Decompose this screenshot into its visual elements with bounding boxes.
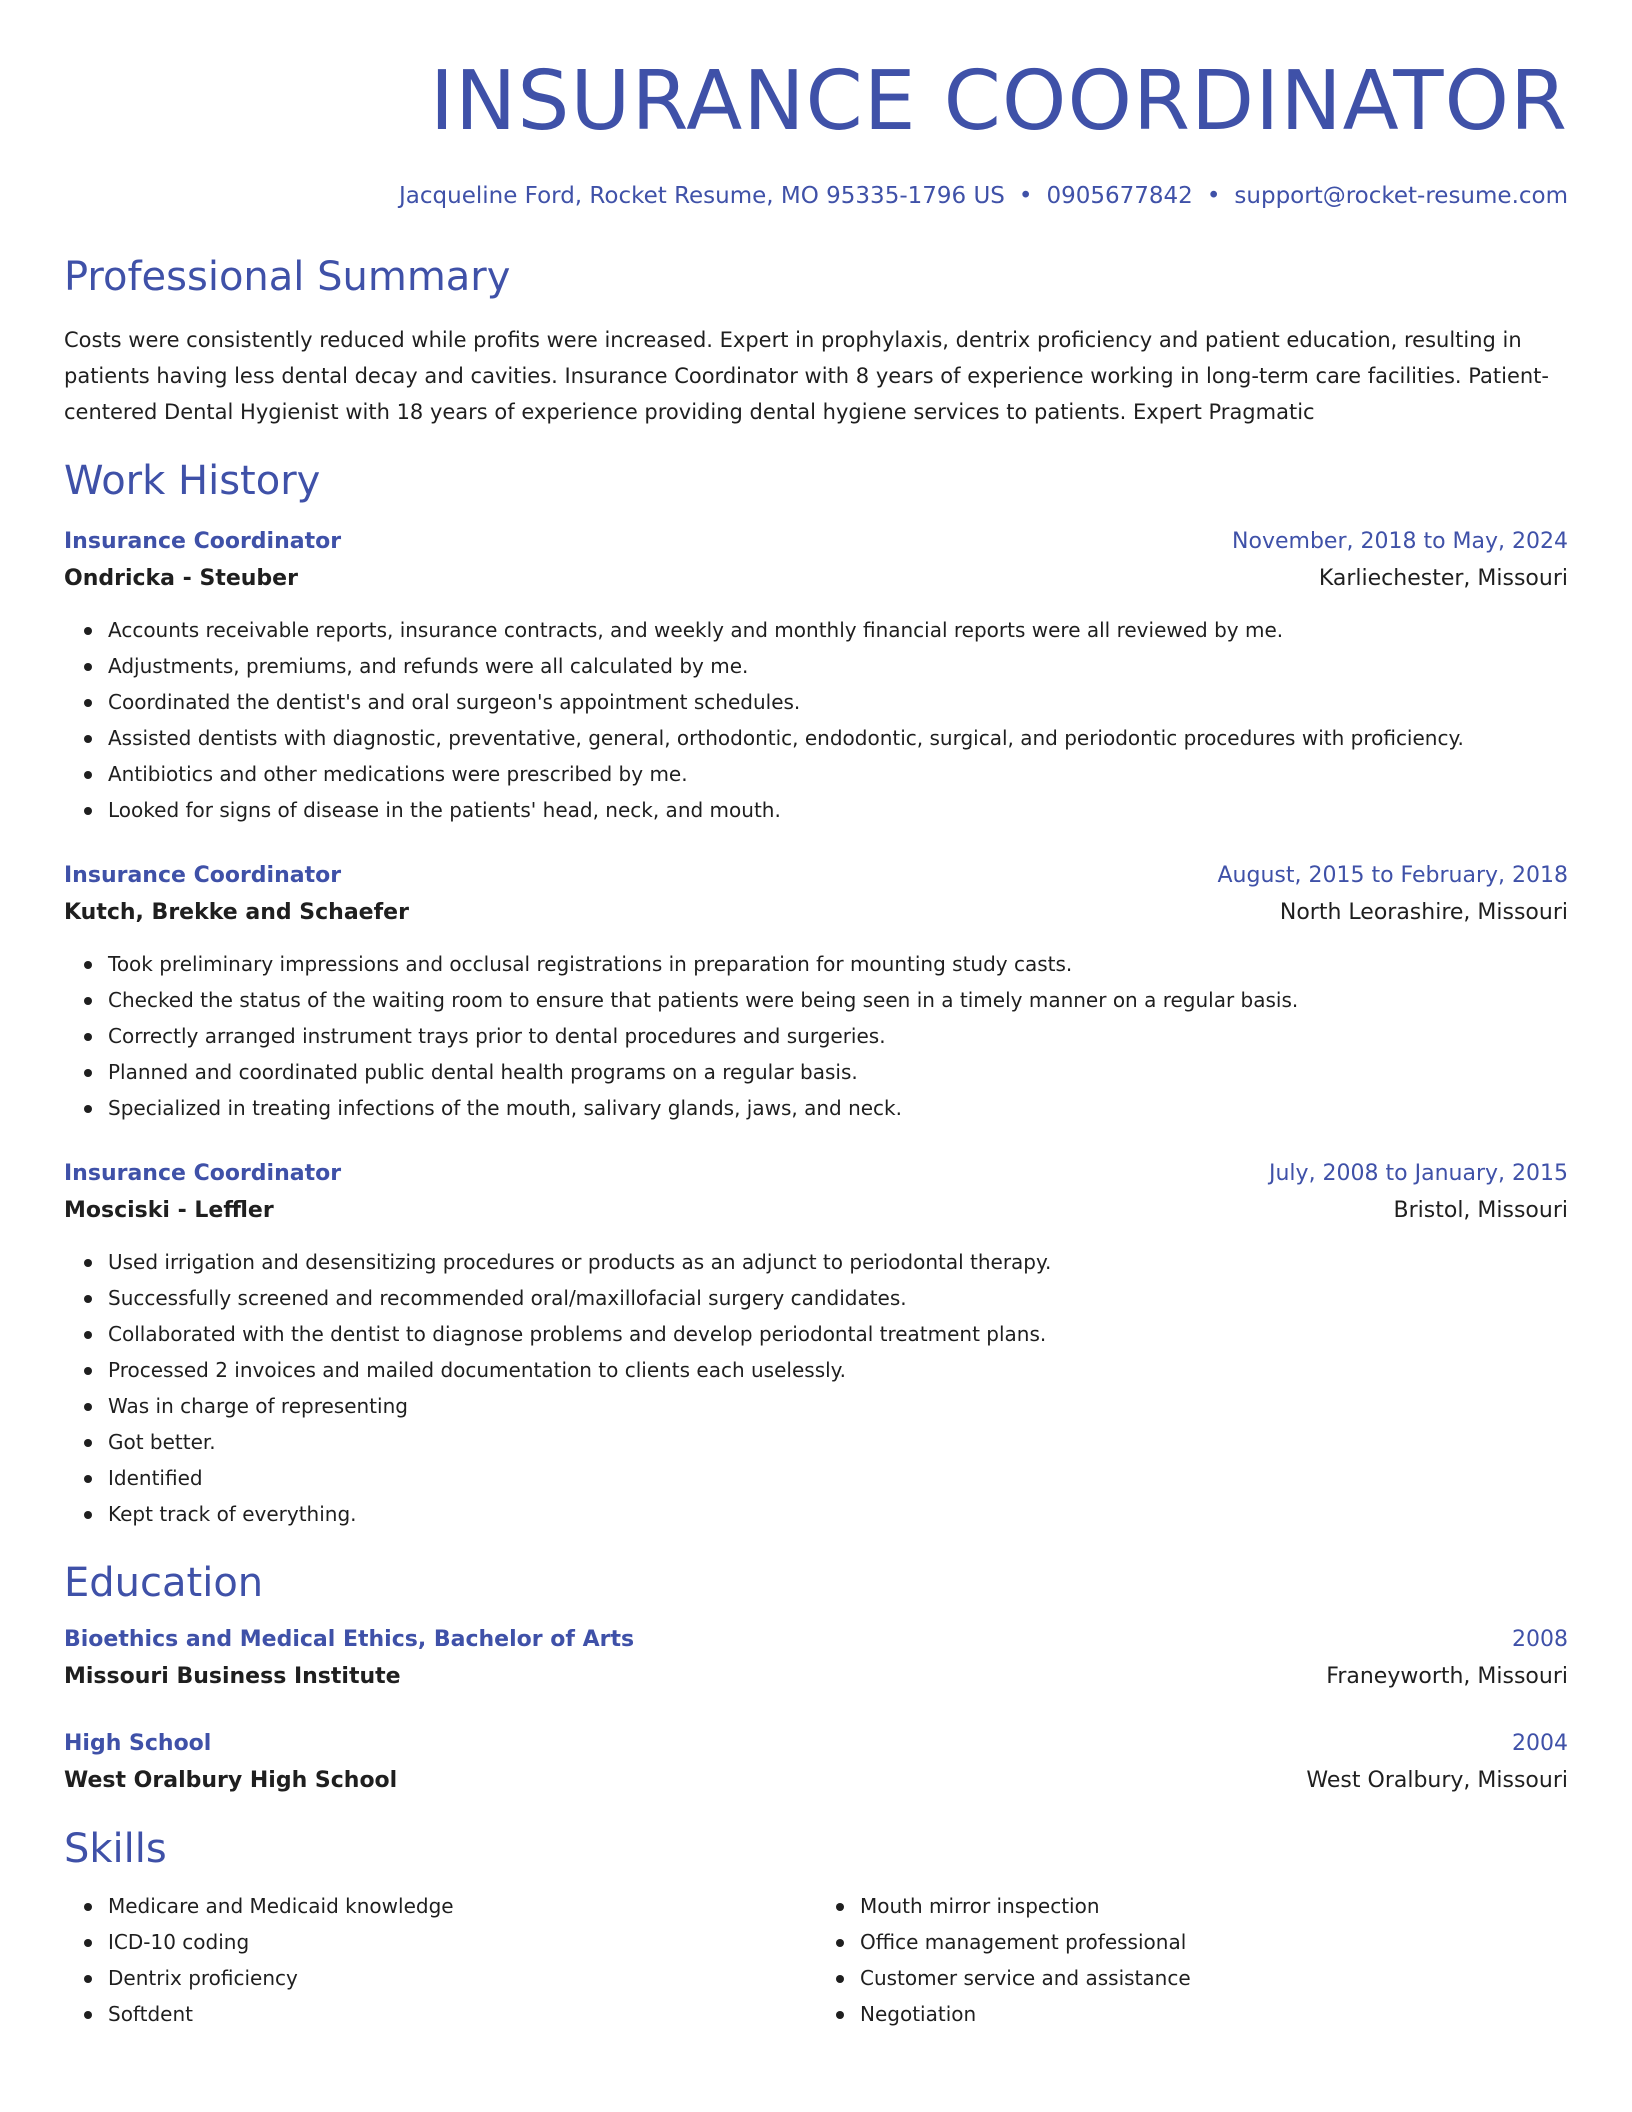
job-location: North Leorashire, Missouri — [1279, 900, 1568, 925]
list-item: Checked the status of the waiting room to ensure that patients were being seen in a timely manner on a regular basis. — [108, 982, 1568, 1018]
summary-text: Costs were consistently reduced while profits were increased. Expert in prophylaxis, dentrix proficiency and patient education, resulting in patients having less dental decay and cavities. Insurance Coordinator with 8 years of experience working in long-term care facilities. Patient-centered Dental Hygienist with 18 years of experience providing dental hygiene services to patients. Expert Pragmatic — [64, 328, 1549, 424]
job-dates: July, 2008 to January, 2015 — [1269, 1161, 1568, 1186]
list-item: Coordinated the dentist's and oral surgeon's appointment schedules. — [108, 684, 1568, 720]
education-school: Missouri Business Institute — [64, 1664, 401, 1689]
job-location: Bristol, Missouri — [1393, 1198, 1568, 1223]
education-entry — [64, 1726, 1568, 1800]
job-role: Insurance Coordinator — [64, 529, 342, 554]
resume-title: INSURANCE COORDINATOR — [429, 54, 1568, 149]
education-degree: Bioethics and Medical Ethics, Bachelor of Arts — [64, 1627, 635, 1652]
skills-grid — [64, 1882, 1568, 2032]
education-location: Franeyworth, Missouri — [1326, 1664, 1568, 1689]
job-company: Mosciski - Leffler — [64, 1198, 274, 1223]
job-entry — [64, 858, 1568, 1126]
list-item: Assisted dentists with diagnostic, preventative, general, orthodontic, endodontic, surgical, and periodontic procedures with proficiency. — [108, 720, 1568, 756]
list-item: Took preliminary impressions and occlusal registrations in preparation for mounting study casts. — [108, 946, 1568, 982]
skill-item: Mouth mirror inspection — [860, 1888, 1568, 1924]
skill-item: Customer service and assistance — [860, 1960, 1568, 1996]
list-item: Correctly arranged instrument trays prior to dental procedures and surgeries. — [108, 1018, 1568, 1054]
list-item: Used irrigation and desensitizing procedures or products as an adjunct to periodontal therapy. — [108, 1244, 1568, 1280]
list-item: Identified — [108, 1460, 1568, 1496]
education-heading: Education — [64, 1560, 264, 1606]
education-entry — [64, 1622, 1568, 1696]
education-year: 2004 — [1512, 1731, 1568, 1756]
list-item: Specialized in treating infections of the mouth, salivary glands, jaws, and neck. — [108, 1090, 1568, 1126]
job-entry — [64, 524, 1568, 828]
contact-phone: 0905677842 — [1046, 183, 1193, 209]
skill-item: ICD-10 coding — [108, 1924, 816, 1960]
list-item: Processed 2 invoices and mailed documentation to clients each uselessly. — [108, 1352, 1568, 1388]
list-item: Accounts receivable reports, insurance contracts, and weekly and monthly financial reports were all reviewed by me. — [108, 612, 1568, 648]
job-company: Ondricka - Steuber — [64, 566, 298, 591]
job-location: Karliechester, Missouri — [1318, 566, 1568, 591]
job-bullets — [64, 946, 1568, 1126]
job-entry — [64, 1156, 1568, 1532]
education-year: 2008 — [1512, 1627, 1568, 1652]
separator-dot: • — [1018, 183, 1033, 209]
skills-list-left — [64, 1888, 816, 2032]
list-item: Got better. — [108, 1424, 1568, 1460]
skills-heading: Skills — [64, 1826, 167, 1872]
work-history-heading: Work History — [64, 458, 321, 504]
job-bullets — [64, 612, 1568, 828]
contact-address: Jacqueline Ford, Rocket Resume, MO 95335-1796 US — [399, 183, 1005, 209]
skills-list-right — [816, 1888, 1568, 2032]
skill-item: Softdent — [108, 1996, 816, 2032]
list-item: Successfully screened and recommended oral/maxillofacial surgery candidates. — [108, 1280, 1568, 1316]
education-degree: High School — [64, 1731, 212, 1756]
job-role: Insurance Coordinator — [64, 863, 342, 888]
job-role: Insurance Coordinator — [64, 1161, 342, 1186]
skill-item: Office management professional — [860, 1924, 1568, 1960]
job-company: Kutch, Brekke and Schaefer — [64, 900, 409, 925]
job-dates: August, 2015 to February, 2018 — [1217, 863, 1568, 888]
skill-item: Dentrix proficiency — [108, 1960, 816, 1996]
list-item: Planned and coordinated public dental health programs on a regular basis. — [108, 1054, 1568, 1090]
summary-heading: Professional Summary — [64, 254, 511, 300]
list-item: Was in charge of representing — [108, 1388, 1568, 1424]
education-school: West Oralbury High School — [64, 1768, 398, 1793]
list-item: Looked for signs of disease in the patients' head, neck, and mouth. — [108, 792, 1568, 828]
contact-email: support@rocket-resume.com — [1234, 183, 1568, 209]
contact-line — [64, 180, 1568, 212]
education-location: West Oralbury, Missouri — [1306, 1768, 1568, 1793]
list-item: Kept track of everything. — [108, 1496, 1568, 1532]
skill-item: Medicare and Medicaid knowledge — [108, 1888, 816, 1924]
list-item: Adjustments, premiums, and refunds were all calculated by me. — [108, 648, 1568, 684]
list-item: Collaborated with the dentist to diagnose problems and develop periodontal treatment plans. — [108, 1316, 1568, 1352]
separator-dot: • — [1206, 183, 1221, 209]
job-bullets — [64, 1244, 1568, 1532]
skill-item: Negotiation — [860, 1996, 1568, 2032]
list-item: Antibiotics and other medications were prescribed by me. — [108, 756, 1568, 792]
job-dates: November, 2018 to May, 2024 — [1232, 529, 1568, 554]
resume-page — [64, 0, 1568, 2032]
